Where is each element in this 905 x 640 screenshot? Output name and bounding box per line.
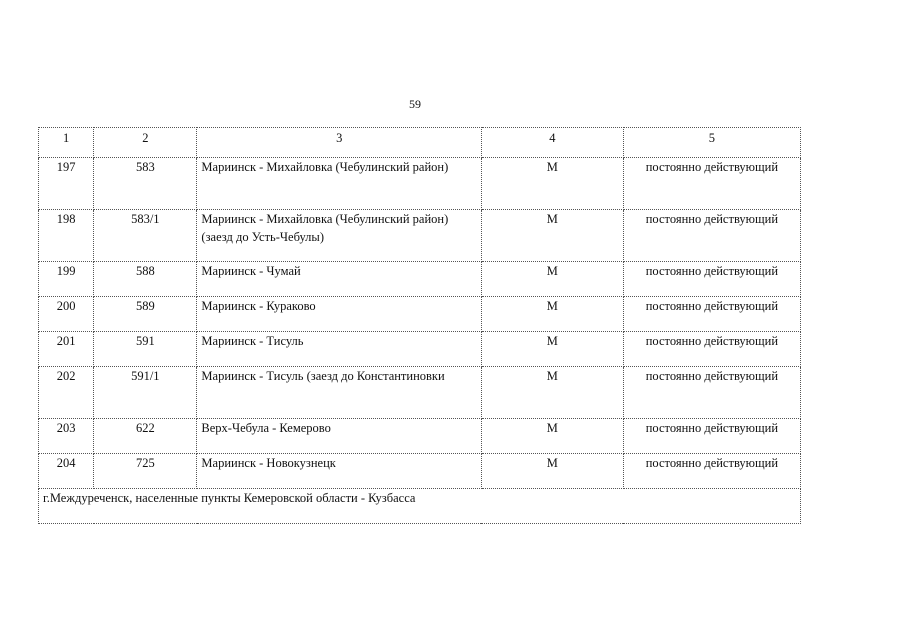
route-status-cell: постоянно действующий bbox=[623, 332, 800, 367]
route-name-cell: Мариинск - Чумай bbox=[197, 262, 482, 297]
column-header: 2 bbox=[94, 128, 197, 158]
route-number-cell: 725 bbox=[94, 454, 197, 489]
table-row bbox=[39, 332, 801, 367]
table-row bbox=[39, 419, 801, 454]
route-status-cell: постоянно действующий bbox=[623, 454, 800, 489]
route-name-cell: Мариинск - Тисуль (заезд до Константиновки bbox=[197, 367, 482, 419]
route-number-cell: 622 bbox=[94, 419, 197, 454]
route-type-cell: М bbox=[481, 210, 623, 262]
row-number-cell: 198 bbox=[39, 210, 94, 262]
row-number-cell: 202 bbox=[39, 367, 94, 419]
route-status-cell: постоянно действующий bbox=[623, 419, 800, 454]
row-number-cell: 204 bbox=[39, 454, 94, 489]
route-type-cell: М bbox=[481, 262, 623, 297]
route-number-cell: 591 bbox=[94, 332, 197, 367]
page-number: 59 bbox=[409, 97, 421, 111]
route-name-cell: Мариинск - Михайловка (Чебулинский район) (заезд до Усть-Чебулы) bbox=[197, 210, 482, 262]
route-type-cell: М bbox=[481, 367, 623, 419]
row-number-cell: 197 bbox=[39, 158, 94, 210]
route-number-cell: 588 bbox=[94, 262, 197, 297]
route-number-cell: 583/1 bbox=[94, 210, 197, 262]
column-header: 1 bbox=[39, 128, 94, 158]
route-status-cell: постоянно действующий bbox=[623, 367, 800, 419]
row-number-cell: 200 bbox=[39, 297, 94, 332]
route-status-cell: постоянно действующий bbox=[623, 158, 800, 210]
table-header-row bbox=[39, 128, 801, 158]
route-type-cell: М bbox=[481, 332, 623, 367]
column-header: 4 bbox=[481, 128, 623, 158]
table-row bbox=[39, 262, 801, 297]
row-number-cell: 203 bbox=[39, 419, 94, 454]
route-type-cell: М bbox=[481, 158, 623, 210]
column-header: 5 bbox=[623, 128, 800, 158]
table-body bbox=[39, 158, 801, 489]
route-status-cell: постоянно действующий bbox=[623, 210, 800, 262]
row-number-cell: 201 bbox=[39, 332, 94, 367]
route-name-cell: Мариинск - Новокузнецк bbox=[197, 454, 482, 489]
route-number-cell: 589 bbox=[94, 297, 197, 332]
route-type-cell: М bbox=[481, 419, 623, 454]
row-number-cell: 199 bbox=[39, 262, 94, 297]
route-name-cell: Мариинск - Тисуль bbox=[197, 332, 482, 367]
table-row bbox=[39, 158, 801, 210]
route-status-cell: постоянно действующий bbox=[623, 297, 800, 332]
table-row bbox=[39, 454, 801, 489]
table-row bbox=[39, 367, 801, 419]
region-caption: г.Междуреченск, населенные пункты Кемеровской области - Кузбасса bbox=[39, 489, 801, 524]
table-row bbox=[39, 297, 801, 332]
route-name-cell: Мариинск - Михайловка (Чебулинский район) bbox=[197, 158, 482, 210]
route-type-cell: М bbox=[481, 297, 623, 332]
route-type-cell: М bbox=[481, 454, 623, 489]
route-number-cell: 583 bbox=[94, 158, 197, 210]
routes-table bbox=[38, 127, 801, 524]
route-number-cell: 591/1 bbox=[94, 367, 197, 419]
route-status-cell: постоянно действующий bbox=[623, 262, 800, 297]
table-row bbox=[39, 210, 801, 262]
route-name-cell: Верх-Чебула - Кемерово bbox=[197, 419, 482, 454]
table-footer-row bbox=[39, 489, 801, 524]
column-header: 3 bbox=[197, 128, 482, 158]
route-name-cell: Мариинск - Кураково bbox=[197, 297, 482, 332]
